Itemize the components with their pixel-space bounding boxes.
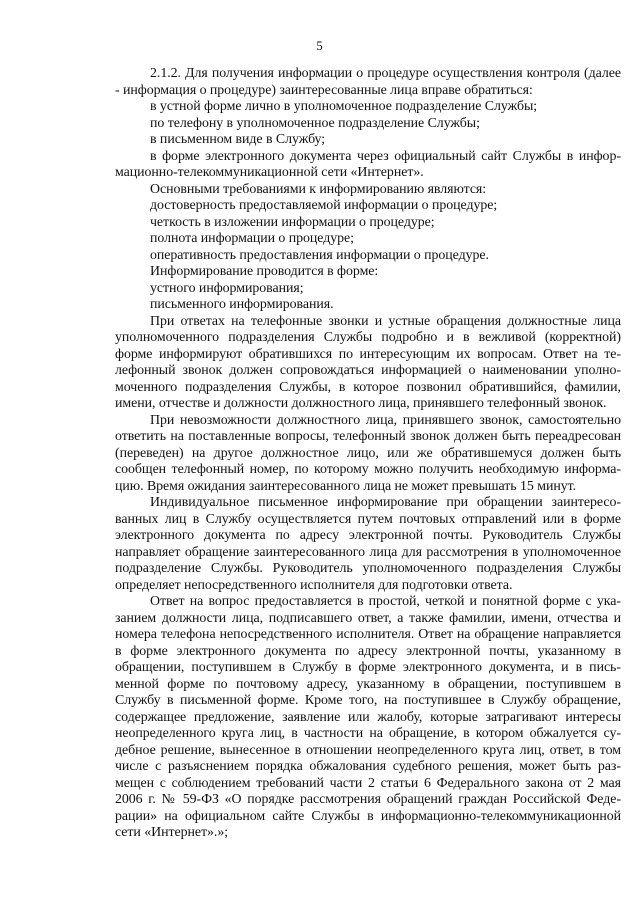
list-item-written-informing: письменного информирования.	[150, 297, 334, 312]
list-item-oral-in-person: в устной форме лично в уполномоченное подразделение Службы;	[150, 99, 538, 114]
paragraph-forms-heading: Информирование проводится в форме:	[150, 264, 379, 279]
paragraph-phone-answers: При ответах на телефонные звонки и устные обращения должностные лица уполномоченного подразделения Службы подробно и в вежливой (корректной) форме информируют обратившихся по интересующим их вопросам. Ответ на телефонный звонок должен сопровождаться информацией о наименовании уполномоченного подразделения Службы, в которое позвонил обратившийся, фамилии, имени, отчестве и должности должностного лица, принявшего телефонный звонок.	[115, 313, 621, 411]
document-body	[115, 66, 621, 842]
list-item-in-writing: в письменном виде в Службу;	[150, 132, 326, 147]
list-item-electronic-document: в форме электронного документа через официальный сайт Службы в информационно-телекоммуникационной сети «Интернет».	[115, 148, 621, 180]
paragraph-call-redirect: При невозможности должностного лица, принявшего звонок, самостоятельно ответить на поставленные вопросы, телефонный звонок должен быть переадресован (переведен) на другое должностное лицо, или же обратившемуся должен быть сообщен телефонный номер, по которому можно получить необходимую информацию. Время ожидания заинтересованного лица не может превышать 15 минут.	[115, 412, 621, 494]
list-item-by-phone: по телефону в уполномоченное подразделение Службы;	[150, 115, 480, 131]
list-item-reliability: достоверность предоставляемой информации о процедуре;	[150, 198, 498, 213]
list-item-completeness: полнота информации о процедуре;	[150, 231, 354, 246]
paragraph-requirements-heading: Основными требованиями к информированию являются:	[150, 181, 487, 197]
list-item-promptness: оперативность предоставления информации о процедуре.	[150, 247, 489, 263]
list-item-clarity: четкость в изложении информации о процедуре;	[150, 214, 435, 230]
paragraph-intro-obtaining-information: 2.1.2. Для получения информации о процедуре осуществления контроля (далее - информация о процедуре) заинтересованные лица вправе обратиться:	[115, 66, 621, 98]
list-item-oral-informing: устного информирования;	[150, 280, 304, 296]
page-number: 5	[316, 38, 323, 53]
paragraph-written-informing: Индивидуальное письменное информирование при обращении заинтересованных лиц в Службу осуществляется путем почтовых отправлений или в форме электронного документа по адресу электронной почты. Руководитель Службы направляет обращение заинтересованного лица для рассмотрения в уполномоченное подразделение Службы. Руководитель уполномоченного подразделения Службы определяет непосредственного исполнителя для подготовки ответа.	[115, 495, 621, 593]
paragraph-answer-form: Ответ на вопрос предоставляется в простой, четкой и понятной форме с указанием должности лица, подписавшего ответ, а также фамилии, имени, отчества и номера телефона непосредственного исполнителя. Ответ на обращение направляется в форме электронного документа по адресу электронной почты, указанному в обращении, поступившем в Службу в форме электронного документа, и в письменной форме по почтовому адресу, указанному в обращении, поступившем в Службу в письменной форме. Кроме того, на поступившее в Службу обращение, содержащее предложение, заявление или жалобу, которые затрагивают интересы неопределенного круга лиц, в частности на обращение, в котором обжалуется судебное решение, вынесенное в отношении неопределенного круга лиц, ответ, в том числе с разъяснением порядка обжалования судебного решения, может быть размещен с соблюдением требований части 2 статьи 6 Федерального закона от 2 мая 2006 г. № 59-ФЗ «О порядке рассмотрения обращений граждан Российской Федерации» на официальном сайте Службы в информационно-телекоммуникационной сети «Интернет».»;	[115, 594, 621, 840]
